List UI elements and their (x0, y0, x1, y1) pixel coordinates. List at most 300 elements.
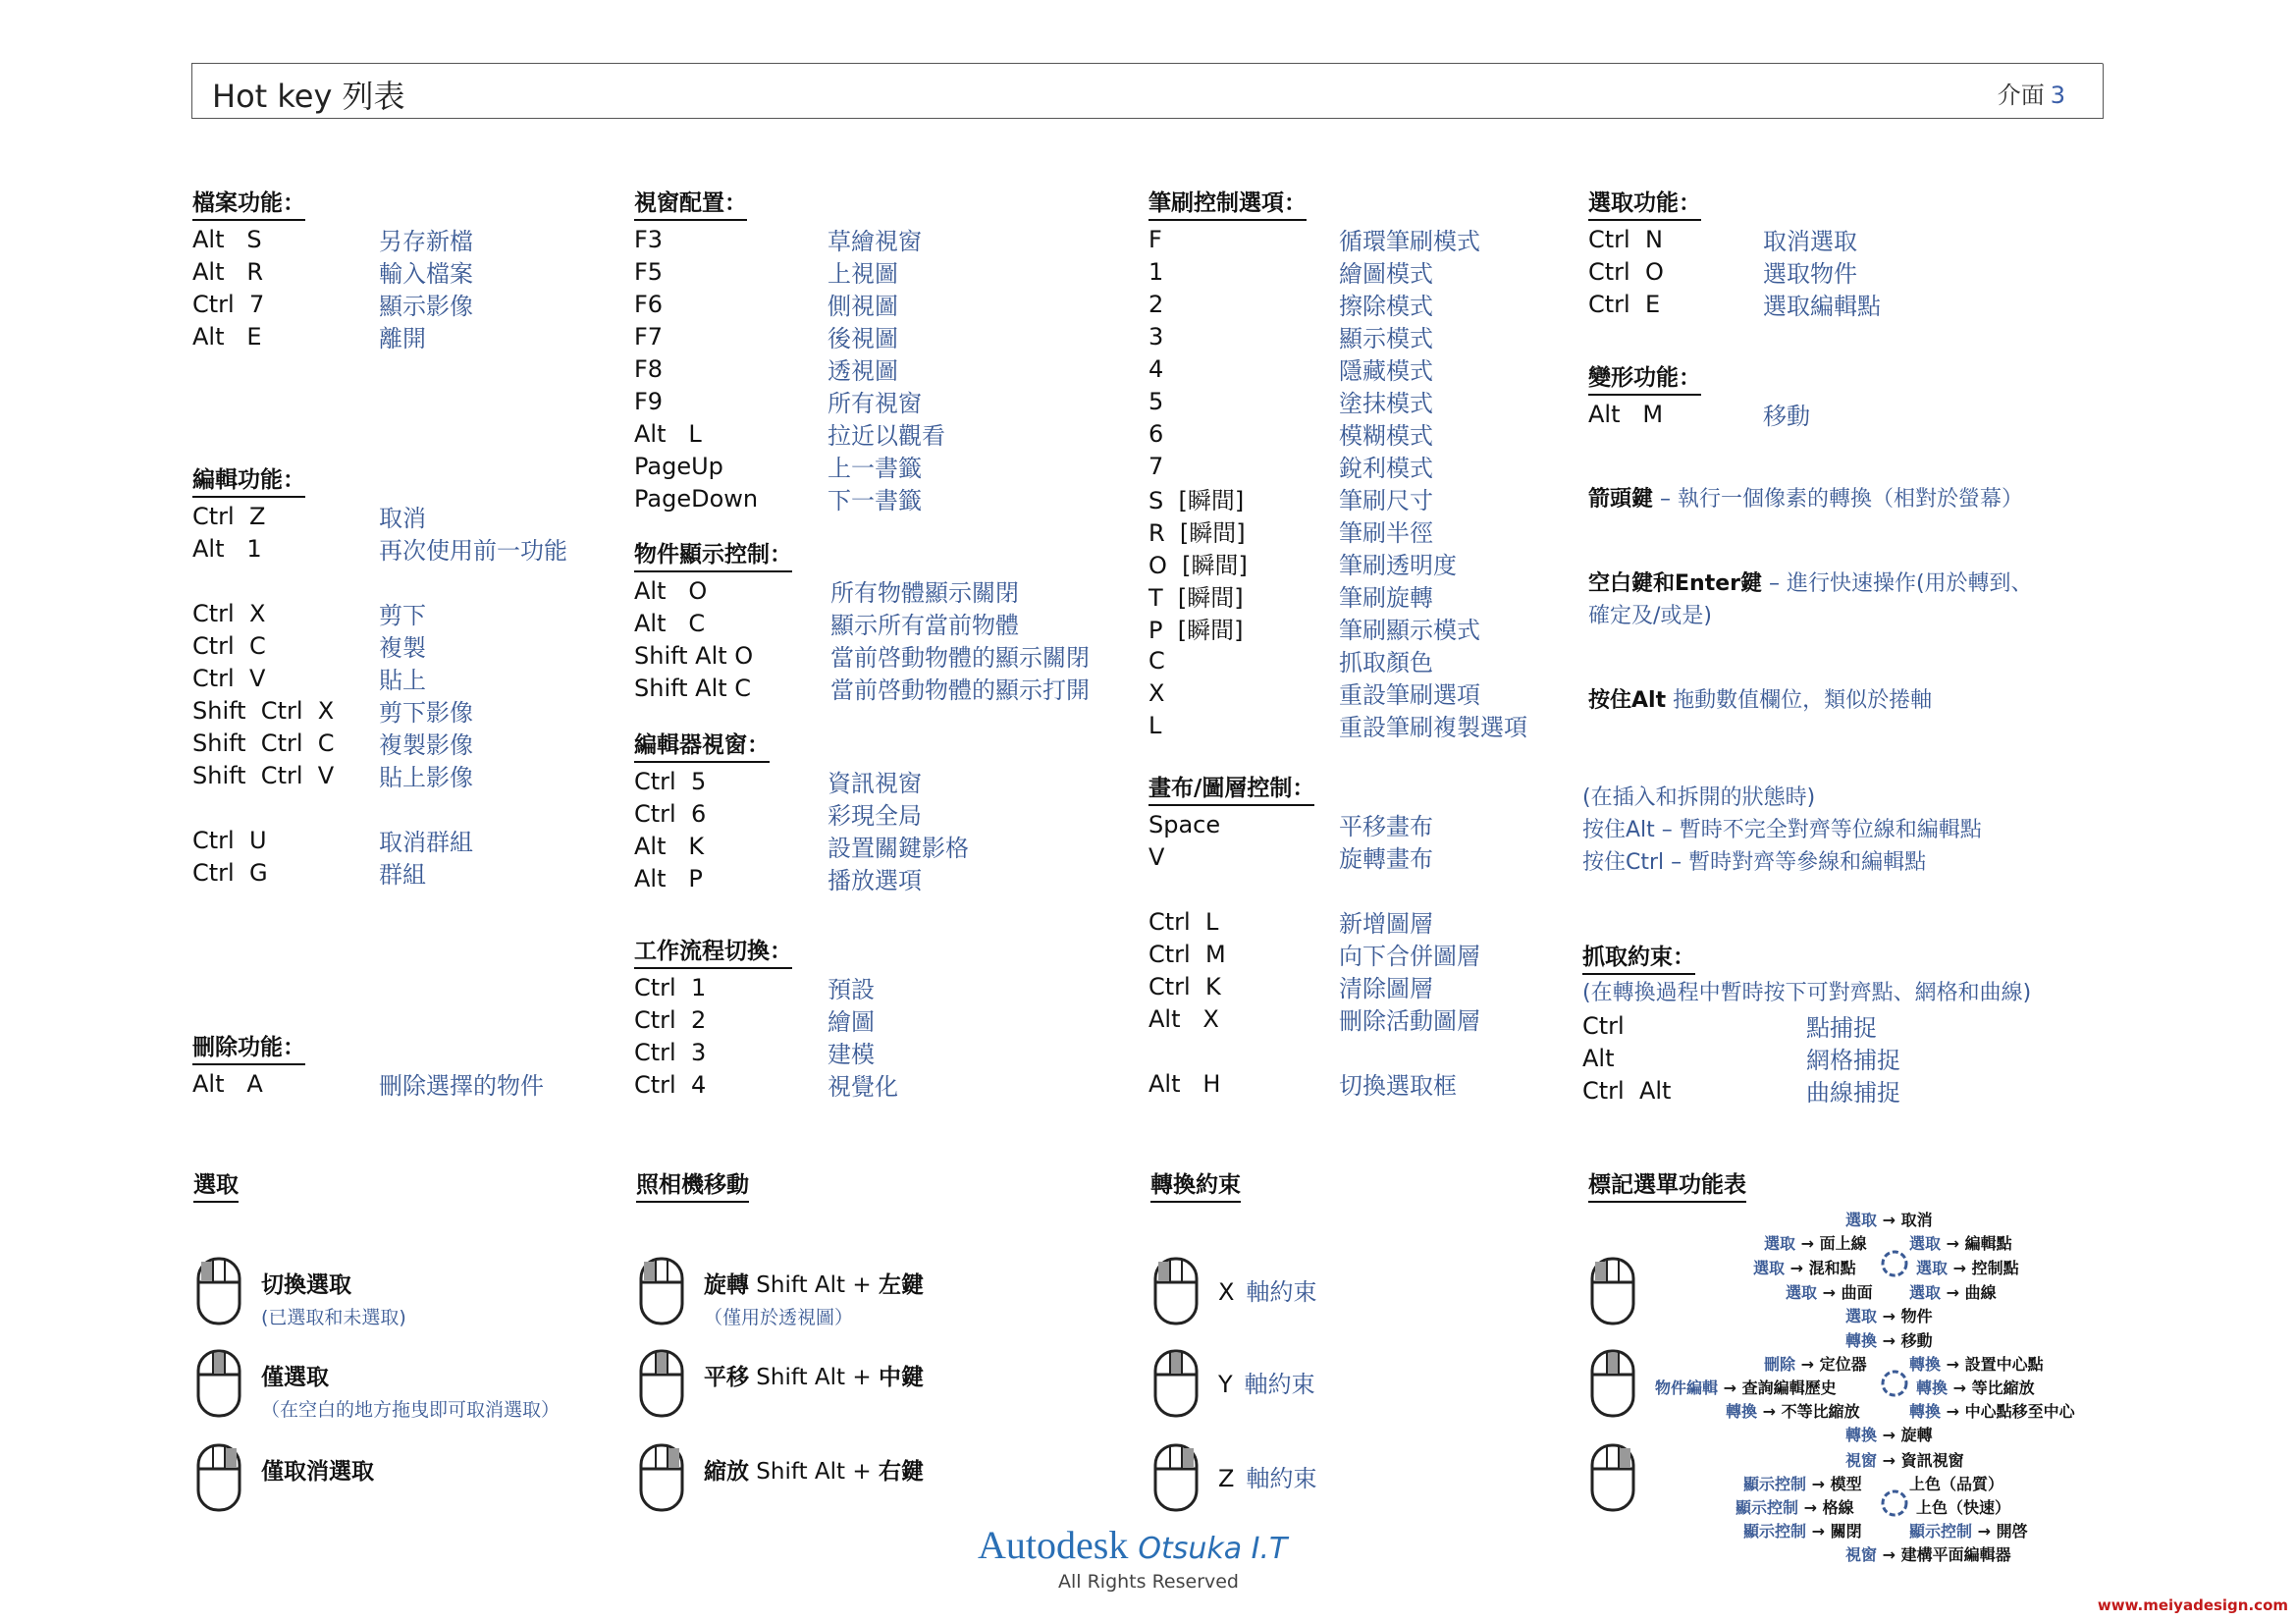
mm-label: 上色（快速） (1916, 1498, 2011, 1517)
hotkey-desc: 複製 (379, 634, 426, 662)
mm-label: 轉換 (1916, 1379, 1949, 1397)
hotkey-row (634, 607, 1090, 639)
hotkey-row (192, 500, 567, 532)
pan-keys: Shift Alt + (749, 1365, 879, 1390)
hotkey-key: Alt M (1588, 400, 1664, 428)
mm-label: 上色（品質） (1909, 1475, 2004, 1493)
hotkey-row (1148, 417, 1527, 450)
mm-label: 轉換 (1845, 1426, 1878, 1444)
hotkey-key: Ctrl (1582, 1011, 1625, 1040)
hotkey-key: Alt H (1148, 1069, 1221, 1098)
transform-functions (1588, 359, 1810, 430)
hotkey-key: Ctrl Z (192, 502, 266, 530)
hotkey-row (1582, 1042, 2031, 1074)
hotkey-key: Ctrl O (1588, 257, 1664, 286)
hotkey-desc: 預設 (828, 976, 875, 1003)
mm-label: 中心點移至中心 (1964, 1402, 2075, 1421)
marking-g2-ul: 刪除 → 定位器 (1764, 1355, 1867, 1374)
hotkey-key: F6 (634, 290, 664, 318)
hotkey-key: Ctrl X (192, 599, 266, 627)
brush-options-title: 筆刷控制選項： (1148, 185, 1307, 221)
hotkey-desc: 透視圖 (828, 357, 898, 385)
hotkey-desc: 視覺化 (828, 1073, 898, 1101)
hotkey-desc: 抓取顏色 (1339, 649, 1433, 676)
mm-label: 選取 (1753, 1259, 1786, 1277)
hotkey-row (192, 856, 567, 889)
transform-constraint-title: 轉換約束 (1150, 1166, 1241, 1203)
hotkey-key: Alt E (192, 322, 262, 351)
mouse-right-button-icon (639, 1443, 684, 1512)
marking-g1-ll: 選取 → 曲面 (1786, 1283, 1873, 1302)
hotkey-row (1148, 1035, 1480, 1067)
mm-label: 顯示控制 (1743, 1522, 1807, 1541)
alt-drag-label: 按住Alt (1588, 688, 1667, 713)
editor-window (634, 727, 969, 894)
hotkey-row (192, 694, 567, 727)
zoom-button: 右鍵 (878, 1459, 924, 1485)
hotkey-key: Ctrl M (1148, 940, 1226, 968)
mm-label: 選取 (1916, 1259, 1949, 1277)
hotkey-row (1148, 482, 1527, 514)
section-label: 介面 (1997, 81, 2045, 109)
hotkey-key: 5 (1148, 387, 1164, 415)
hotkey-row (192, 288, 473, 320)
mm-label: 視窗 (1845, 1451, 1878, 1470)
marking-g2-top: 轉換 → 移動 (1845, 1331, 1933, 1350)
hotkey-desc: 點捕捉 (1806, 1014, 1877, 1042)
hotkey-desc: 模糊模式 (1339, 422, 1433, 450)
hotkey-row (634, 1036, 898, 1068)
marking-g2-lr: 轉換 → 中心點移至中心 (1909, 1402, 2075, 1421)
hotkey-desc: 選取編輯點 (1763, 293, 1881, 320)
hotkey-desc: 筆刷透明度 (1339, 552, 1457, 579)
marking-hub-icon (1878, 1247, 1911, 1280)
hotkey-row (634, 1068, 898, 1101)
hotkey-key: Ctrl 3 (634, 1038, 707, 1066)
hotkey-key: F3 (634, 225, 664, 253)
mm-label: 視窗 (1845, 1545, 1878, 1564)
mm-label: 面上線 (1819, 1234, 1867, 1253)
hotkey-desc: 彩現全局 (828, 802, 922, 830)
mm-label: 選取 (1764, 1234, 1796, 1253)
mm-label: 取消 (1900, 1211, 1933, 1229)
mm-label: 物件 (1900, 1307, 1933, 1325)
edit-functions (192, 461, 567, 889)
mm-label: 選取 (1909, 1234, 1942, 1253)
mouse-left-button-icon (196, 1257, 241, 1325)
hotkey-row (1148, 223, 1527, 255)
z-axis-key: Z (1218, 1465, 1235, 1492)
hotkey-row (1148, 1067, 1480, 1100)
marking-g3-ll: 顯示控制 → 關閉 (1743, 1522, 1862, 1541)
rotate-sub: （僅用於透視圖） (704, 1307, 854, 1328)
mm-label: 轉換 (1845, 1331, 1878, 1350)
hotkey-key: S [瞬間] (1148, 487, 1245, 514)
hotkey-row (192, 255, 473, 288)
hotkey-desc: 剪下影像 (379, 699, 473, 727)
hotkey-desc: 銳利模式 (1339, 455, 1433, 482)
mm-label: 物件編輯 (1655, 1379, 1719, 1397)
mouse-row-pan (639, 1349, 924, 1418)
hotkey-row (192, 759, 567, 791)
hotkey-desc: 當前啓動物體的顯示打開 (830, 676, 1090, 704)
hotkey-desc: 後視圖 (828, 325, 898, 352)
hotkey-desc: 設置關鍵影格 (828, 835, 969, 862)
hotkey-desc: 移動 (1763, 403, 1810, 430)
hotkey-desc: 複製影像 (379, 731, 473, 759)
hotkey-row (192, 597, 567, 629)
workflow-switch (634, 933, 898, 1101)
hotkey-desc: 剪下 (379, 602, 426, 629)
mm-label: 曲線 (1964, 1283, 1997, 1302)
hotkey-key: Ctrl 4 (634, 1070, 707, 1099)
hotkey-desc: 離開 (379, 325, 426, 352)
hotkey-key: Ctrl C (192, 631, 266, 660)
hotkey-desc: 上視圖 (828, 260, 898, 288)
hotkey-row (634, 223, 945, 255)
mm-label: 移動 (1900, 1331, 1933, 1350)
marking-g3-bottom: 視窗 → 建構平面編輯器 (1845, 1545, 2011, 1564)
marking-hub-icon (1878, 1487, 1911, 1520)
hotkey-key: Ctrl G (192, 858, 268, 887)
y-axis-label: 軸約束 (1244, 1371, 1315, 1398)
site-url: www.meiyadesign.com (2097, 1596, 2288, 1614)
hotkey-desc: 平移畫布 (1339, 813, 1433, 840)
delete-functions-title: 刪除功能： (192, 1029, 305, 1065)
select-only-sub: （在空白的地方拖曳即可取消選取） (261, 1399, 561, 1421)
hotkey-row (1148, 450, 1527, 482)
hotkey-key: Ctrl K (1148, 972, 1221, 1000)
page-number: 3 (2050, 81, 2065, 109)
mm-label: 選取 (1845, 1307, 1878, 1325)
hotkey-row (1588, 255, 1881, 288)
hotkey-desc: 選取物件 (1763, 260, 1857, 288)
hotkey-key: T [瞬間] (1148, 584, 1244, 612)
marking-g3-lr: 顯示控制 → 開啓 (1909, 1522, 2028, 1541)
page-indicator (1998, 76, 2065, 110)
hotkey-row (192, 662, 567, 694)
hotkey-key: Shift Ctrl V (192, 761, 335, 789)
edit-functions-title: 編輯功能： (192, 461, 305, 498)
mm-label: 查詢編輯歷史 (1741, 1379, 1837, 1397)
hotkey-key: Shift Alt C (634, 674, 752, 702)
select-functions (1588, 185, 1881, 320)
hotkey-key: F (1148, 225, 1162, 253)
canvas-layer-control (1148, 770, 1480, 1100)
hotkey-row (634, 765, 969, 797)
pan-label: 平移 (704, 1365, 749, 1390)
hotkey-row (634, 450, 945, 482)
hotkey-key: 3 (1148, 322, 1164, 351)
mouse-middle-button-icon (1590, 1349, 1635, 1418)
hotkey-desc: 循環筆刷模式 (1339, 228, 1480, 255)
hotkey-row (192, 320, 473, 352)
editor-window-title: 編輯器視窗： (634, 727, 770, 763)
snap-constraints (1582, 939, 2031, 1107)
transform-functions-title: 變形功能： (1588, 359, 1701, 396)
hotkey-key: C (1148, 646, 1165, 675)
pan-button: 中鍵 (878, 1365, 924, 1390)
marking-g3-l: 顯示控制 → 格線 (1735, 1498, 1854, 1517)
transform-constraint-section (1150, 1166, 1241, 1205)
hotkey-desc: 顯示影像 (379, 293, 473, 320)
marking-g3-ul: 顯示控制 → 模型 (1743, 1475, 1862, 1493)
hotkey-row (192, 1067, 544, 1100)
hotkey-key: V (1148, 842, 1165, 871)
hotkey-row (1588, 288, 1881, 320)
canvas-layer-title: 畫布/圖層控制： (1148, 770, 1314, 806)
workflow-switch-title: 工作流程切換： (634, 933, 792, 969)
hotkey-key: Alt S (192, 225, 262, 253)
brush-options (1148, 185, 1527, 741)
insert-state-ctrl: 按住Ctrl – 暫時對齊等參線和編輯點 (1582, 850, 1927, 875)
hotkey-desc: 上一書籤 (828, 455, 922, 482)
select-functions-title: 選取功能： (1588, 185, 1701, 221)
hotkey-desc: 當前啓動物體的顯示關閉 (830, 644, 1090, 672)
deselect-only-label: 僅取消選取 (261, 1459, 374, 1485)
hotkey-row (634, 1003, 898, 1036)
hotkey-key: Ctrl 2 (634, 1005, 707, 1034)
hotkey-row (1148, 905, 1480, 938)
marking-g1-bottom: 選取 → 物件 (1845, 1307, 1933, 1325)
page-title: Hot key 列表 (212, 78, 405, 115)
alt-drag-note (1588, 684, 1932, 717)
hotkey-row (1588, 398, 1810, 430)
mouse-select-section (193, 1166, 239, 1205)
marking-g3-ur (1909, 1472, 2003, 1494)
mm-label: 控制點 (1971, 1259, 2019, 1277)
hotkey-row (634, 482, 945, 514)
hotkey-desc: 筆刷顯示模式 (1339, 617, 1480, 644)
hotkey-key: Ctrl 5 (634, 767, 707, 795)
file-functions-title: 檔案功能： (192, 185, 305, 221)
hotkey-key: Shift Ctrl C (192, 729, 335, 757)
hotkey-key: Alt 1 (192, 534, 262, 563)
hotkey-row (634, 862, 969, 894)
mouse-left-button-icon (639, 1257, 684, 1325)
hotkey-row (1148, 547, 1527, 579)
hotkey-desc: 所有視窗 (828, 390, 922, 417)
hotkey-row (1148, 840, 1480, 873)
mouse-row-y-axis (1153, 1349, 1315, 1418)
object-display-title: 物件顯示控制： (634, 536, 792, 572)
toggle-select-sub: (已選取和未選取) (261, 1307, 406, 1328)
marking-g1-top: 選取 → 取消 (1845, 1211, 1933, 1229)
hotkey-row (634, 797, 969, 830)
hotkey-row (1148, 873, 1480, 905)
mouse-right-button-icon (196, 1443, 241, 1512)
mm-label: 關閉 (1830, 1522, 1862, 1541)
hotkey-desc: 所有物體顯示關閉 (830, 579, 1019, 607)
hotkey-desc: 播放選項 (828, 867, 922, 894)
mm-label: 選取 (1909, 1283, 1942, 1302)
hotkey-desc: 貼上 (379, 667, 426, 694)
hotkey-key: Alt C (634, 609, 706, 637)
insert-state-note (1582, 782, 1982, 879)
hotkey-row (634, 255, 945, 288)
hotkey-desc: 輸入檔案 (379, 260, 473, 288)
x-axis-label: 軸約束 (1246, 1278, 1317, 1306)
hotkey-key: 2 (1148, 290, 1164, 318)
mouse-row-zoom (639, 1443, 924, 1512)
marking-g1-r: 選取 → 控制點 (1916, 1259, 2019, 1277)
hotkey-key: Space (1148, 810, 1221, 838)
hotkey-key: Alt K (634, 832, 705, 860)
hotkey-row (1148, 808, 1480, 840)
hotkey-desc: 顯示所有當前物體 (830, 612, 1019, 639)
hotkey-key: Ctrl E (1588, 290, 1661, 318)
marking-g1-ur: 選取 → 編輯點 (1909, 1234, 2012, 1253)
hotkey-row (1148, 320, 1527, 352)
mm-label: 格線 (1822, 1498, 1854, 1517)
hotkey-desc: 擦除模式 (1339, 293, 1433, 320)
marking-g2-bottom: 轉換 → 旋轉 (1845, 1426, 1933, 1444)
insert-state-paren: (在插入和拆開的狀態時) (1582, 785, 1816, 810)
zoom-keys: Shift Alt + (749, 1459, 879, 1485)
alt-drag-desc: 拖動數值欄位，類似於捲軸 (1666, 688, 1933, 713)
hotkey-key: Ctrl 6 (634, 799, 707, 828)
hotkey-row (634, 417, 945, 450)
hotkey-desc: 曲線捕捉 (1806, 1079, 1900, 1107)
hotkey-desc: 再次使用前一功能 (379, 537, 567, 565)
hotkey-row (1148, 385, 1527, 417)
hotkey-row (1148, 970, 1480, 1002)
hotkey-desc: 取消選取 (1763, 228, 1857, 255)
hotkey-row (1148, 938, 1480, 970)
hotkey-row (1148, 1002, 1480, 1035)
hotkey-desc: 取消 (379, 505, 426, 532)
hotkey-row (634, 971, 898, 1003)
hotkey-row (634, 352, 945, 385)
mm-label: 旋轉 (1900, 1426, 1933, 1444)
hotkey-key: Ctrl Alt (1582, 1076, 1672, 1105)
mouse-row-z-axis (1153, 1443, 1316, 1512)
hotkey-key: Shift Ctrl X (192, 696, 335, 725)
hotkey-desc: 隱藏模式 (1339, 357, 1433, 385)
hotkey-row (1582, 1074, 2031, 1107)
mm-label: 轉換 (1726, 1402, 1758, 1421)
object-display (634, 536, 1090, 704)
hotkey-desc: 重設筆刷選項 (1339, 681, 1480, 709)
hotkey-row (1148, 612, 1527, 644)
select-only-label: 僅選取 (261, 1365, 329, 1390)
hotkey-desc: 旋轉畫布 (1339, 845, 1433, 873)
hotkey-row (192, 532, 567, 565)
window-layout-title: 視窗配置： (634, 185, 747, 221)
hotkey-key: Ctrl V (192, 664, 266, 692)
hotkey-key: F9 (634, 387, 664, 415)
hotkey-desc: 群組 (379, 861, 426, 889)
hotkey-key: F7 (634, 322, 664, 351)
delete-functions (192, 1029, 544, 1100)
hotkey-key: 1 (1148, 257, 1164, 286)
space-enter-desc2: 確定及/或是) (1588, 604, 1712, 628)
hotkey-key: L (1148, 711, 1162, 739)
marking-menu-section (1588, 1166, 1746, 1205)
mm-label: 設置中心點 (1964, 1355, 2044, 1374)
hotkey-desc: 草繪視窗 (828, 228, 922, 255)
hotkey-key: Shift Alt O (634, 641, 754, 670)
hotkey-desc: 向下合併圖層 (1339, 943, 1480, 970)
hotkey-row (1148, 644, 1527, 676)
hotkey-desc: 新增圖層 (1339, 910, 1433, 938)
mm-label: 曲面 (1841, 1283, 1873, 1302)
hotkey-desc: 取消群組 (379, 829, 473, 856)
hotkey-desc: 重設筆刷複製選項 (1339, 714, 1527, 741)
hotkey-key: 7 (1148, 452, 1164, 480)
hotkey-desc: 側視圖 (828, 293, 898, 320)
hotkey-desc: 拉近以觀看 (828, 422, 945, 450)
mouse-right-button-icon (1153, 1443, 1199, 1512)
mouse-row-toggle-select (196, 1257, 406, 1329)
mouse-left-button-icon (1153, 1257, 1199, 1325)
hotkey-key: R [瞬間] (1148, 519, 1246, 547)
hotkey-key: Alt L (634, 419, 702, 448)
camera-move-section (636, 1166, 749, 1205)
mouse-row-x-axis (1153, 1257, 1316, 1325)
hotkey-desc: 顯示模式 (1339, 325, 1433, 352)
marking-g2-r: 轉換 → 等比縮放 (1916, 1379, 2035, 1397)
space-enter-desc: – 進行快速操作(用於轉到、 (1761, 571, 2033, 596)
arrow-key-desc: – 執行一個像素的轉換（相對於螢幕） (1653, 487, 2024, 512)
marking-g1-lr: 選取 → 曲線 (1909, 1283, 1997, 1302)
mouse-middle-button-icon (639, 1349, 684, 1418)
marking-g3-r (1916, 1495, 2010, 1518)
y-axis-key: Y (1218, 1371, 1233, 1398)
hotkey-key: 4 (1148, 354, 1164, 383)
hotkey-desc: 網格捕捉 (1806, 1047, 1900, 1074)
mm-label: 選取 (1786, 1283, 1818, 1302)
mm-label: 不等比縮放 (1781, 1402, 1860, 1421)
hotkey-row (634, 385, 945, 417)
snap-constraints-desc: (在轉換過程中暫時按下可對齊點、網格和曲線) (1582, 981, 2032, 1005)
rotate-button: 左鍵 (878, 1272, 924, 1298)
snap-constraints-title: 抓取約束： (1582, 939, 1695, 975)
hotkey-key: O [瞬間] (1148, 552, 1248, 579)
mouse-middle-button-icon (1153, 1349, 1199, 1418)
marking-g2-l: 物件編輯 → 查詢編輯歷史 (1655, 1379, 1837, 1397)
hotkey-desc: 筆刷半徑 (1339, 519, 1433, 547)
otsuka-logo: Otsuka I.T (1138, 1532, 1288, 1566)
mm-label: 轉換 (1909, 1355, 1942, 1374)
hotkey-row (1148, 579, 1527, 612)
hotkey-key: PageUp (634, 452, 723, 480)
hotkey-desc: 資訊視窗 (828, 770, 922, 797)
mm-label: 模型 (1830, 1475, 1862, 1493)
hotkey-key: Ctrl U (192, 826, 267, 854)
mouse-right-button-icon (1590, 1443, 1635, 1512)
hotkey-desc: 另存新檔 (379, 228, 473, 255)
hotkey-key: Alt P (634, 864, 703, 892)
hotkey-desc: 筆刷旋轉 (1339, 584, 1433, 612)
insert-state-alt: 按住Alt – 暫時不完全對齊等位線和編輯點 (1582, 818, 1982, 842)
hotkey-row (192, 791, 567, 824)
hotkey-row (192, 824, 567, 856)
mm-label: 刪除 (1764, 1355, 1796, 1374)
marking-g2-ur: 轉換 → 設置中心點 (1909, 1355, 2044, 1374)
hotkey-row (192, 565, 567, 597)
hotkey-row (1148, 288, 1527, 320)
marking-menu-title: 標記選單功能表 (1588, 1166, 1746, 1203)
hotkey-desc: 貼上影像 (379, 764, 473, 791)
hotkey-key: Alt (1582, 1044, 1615, 1072)
hotkey-row (1148, 255, 1527, 288)
marking-g2-ll: 轉換 → 不等比縮放 (1726, 1402, 1860, 1421)
hotkey-key: F5 (634, 257, 664, 286)
mouse-select-title: 選取 (193, 1166, 239, 1203)
hotkey-desc: 切換選取框 (1339, 1072, 1457, 1100)
z-axis-label: 軸約束 (1246, 1465, 1317, 1492)
